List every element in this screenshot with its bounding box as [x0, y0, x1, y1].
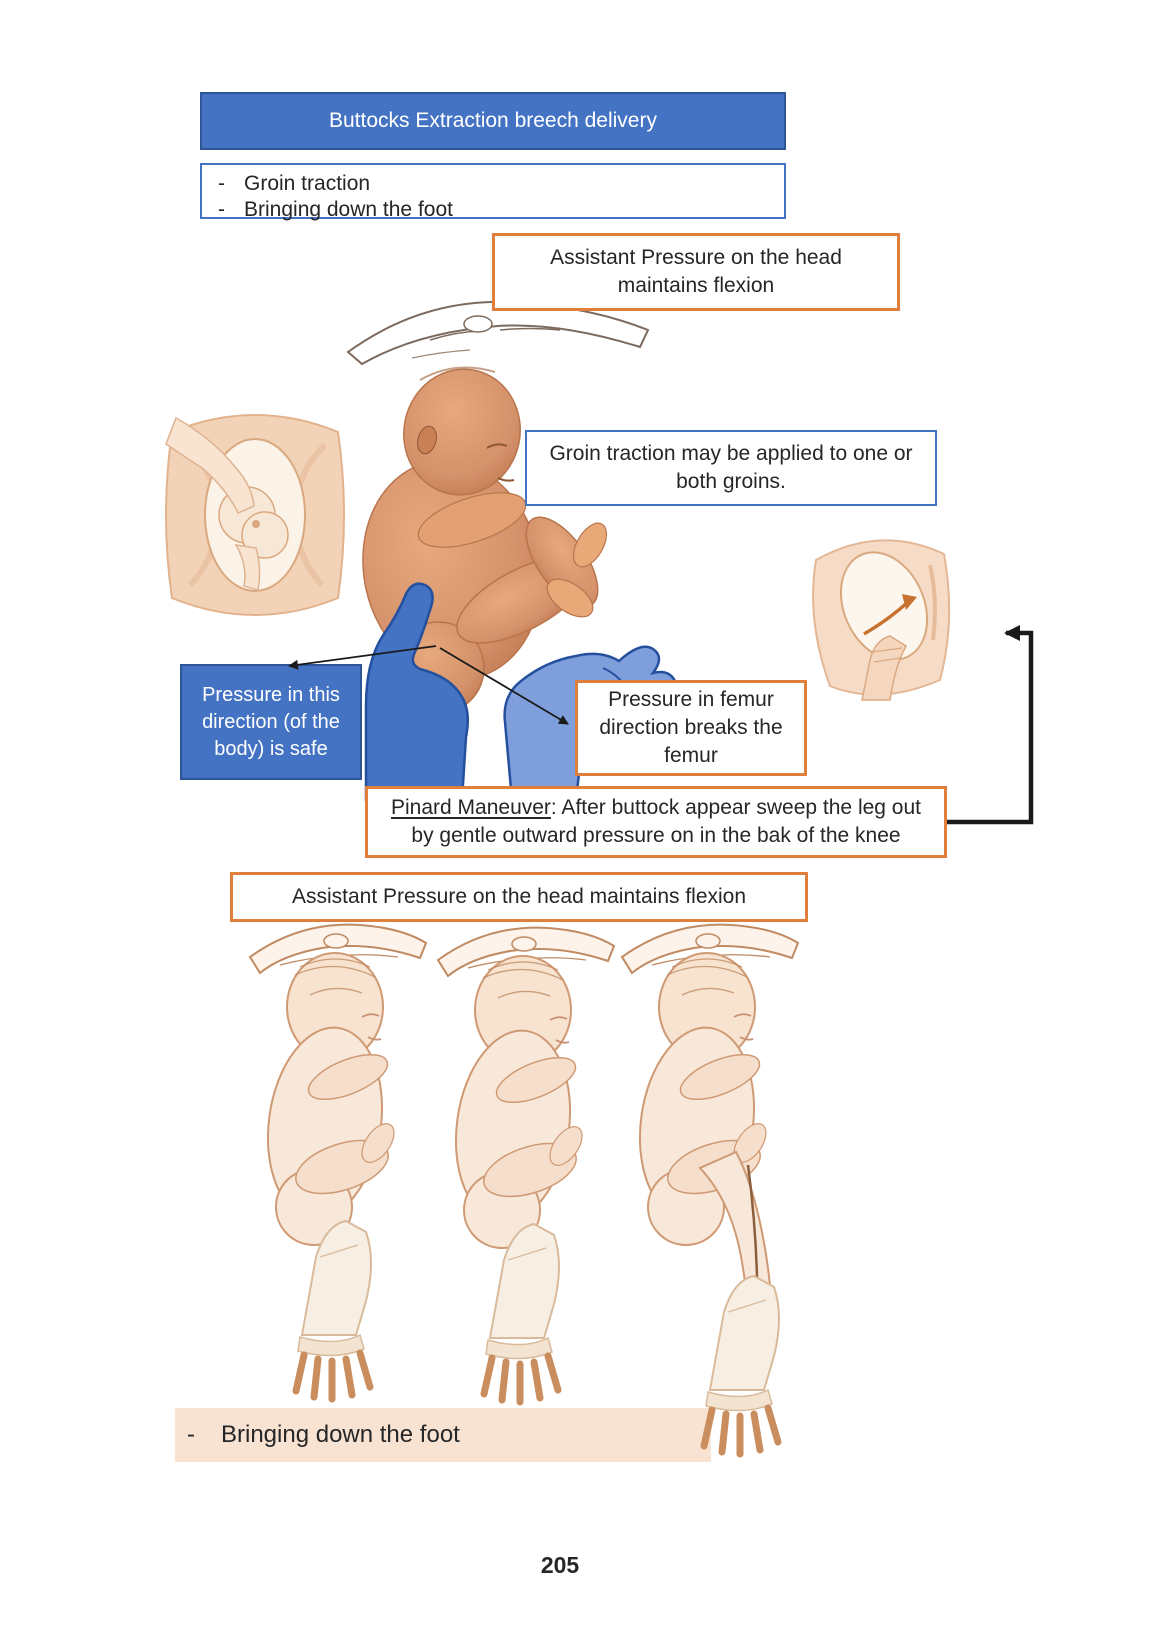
- page-number: [460, 1552, 660, 1579]
- bullet-dash: -: [218, 198, 225, 221]
- callout-pinard-maneuver: [365, 786, 947, 858]
- callout-femur-pressure: [575, 680, 807, 776]
- page-number-text: 205: [540, 1552, 580, 1578]
- list-item: [218, 197, 784, 223]
- list-item-text: Groin traction: [244, 172, 371, 195]
- callout-text: Assistant Pressure on the head maintains flexion: [550, 246, 842, 297]
- pinard-body: : After buttock appear sweep the leg out by gentle outward pressure on in the bak of the knee: [411, 796, 921, 847]
- glove-hand-stage-1: [296, 1221, 371, 1399]
- bullet-dash: -: [218, 172, 225, 195]
- fetus-stage-3: [622, 925, 798, 1245]
- glove-hand-stage-3: [704, 1276, 779, 1454]
- perineum-groin-traction-illustration: [166, 415, 344, 615]
- callout-assistant-pressure-bottom: [230, 872, 808, 922]
- pinard-title: Pinard Maneuver: [391, 796, 551, 819]
- bullet-dash: -: [187, 1421, 195, 1448]
- fetus-stage-2: [438, 928, 614, 1248]
- callout-text: Groin traction may be applied to one or both groins.: [549, 442, 913, 493]
- bringing-down-foot-sequence-illustration: [230, 895, 830, 1480]
- page-title-text: Buttocks Extraction breech delivery: [329, 109, 657, 132]
- callout-text: Pressure in femur direction breaks the femur: [599, 688, 783, 767]
- callout-groin-traction: [525, 430, 937, 506]
- footer-note: [175, 1408, 711, 1462]
- callout-text: Pressure in this direction (of the body) is safe: [202, 683, 340, 760]
- callout-assistant-pressure-top: [492, 233, 900, 311]
- glove-hand-stage-2: [484, 1224, 559, 1402]
- pinard-sweep-illustration: [813, 539, 949, 700]
- list-item: [218, 171, 784, 197]
- summary-box: [200, 163, 786, 219]
- list-item-text: Bringing down the foot: [244, 198, 453, 221]
- callout-text: Assistant Pressure on the head maintains flexion: [291, 885, 747, 908]
- callout-text: [380, 794, 932, 850]
- callout-safe-pressure: [180, 664, 362, 780]
- footer-note-text: Bringing down the foot: [221, 1421, 460, 1448]
- fetus-stage-1: [250, 925, 426, 1245]
- page-title: [200, 92, 786, 150]
- assistant-hand-on-head-icon: [348, 302, 648, 364]
